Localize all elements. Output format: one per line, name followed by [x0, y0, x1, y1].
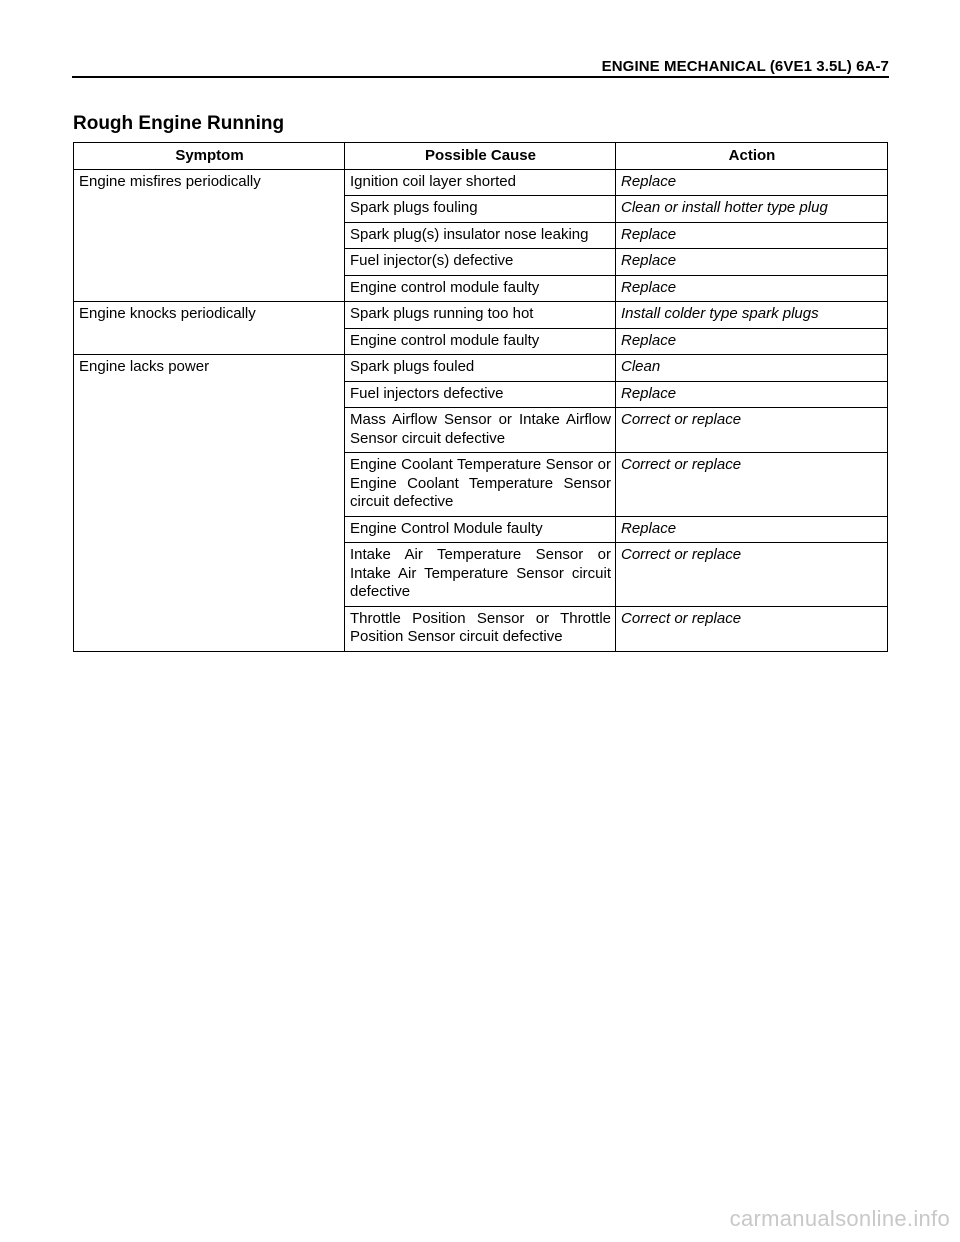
table-row: [74, 355, 888, 382]
column-header-cause: Possible Cause: [345, 143, 616, 170]
cause-cell: Ignition coil layer shorted: [345, 169, 616, 196]
action-cell: Replace: [616, 169, 888, 196]
cause-cell: Engine control module faulty: [345, 275, 616, 302]
action-cell: Correct or replace: [616, 408, 888, 453]
action-cell: Clean or install hotter type plug: [616, 196, 888, 223]
action-cell: Replace: [616, 275, 888, 302]
action-cell: Replace: [616, 328, 888, 355]
header-divider: [72, 76, 889, 78]
section-title: Rough Engine Running: [73, 113, 285, 134]
action-cell: Replace: [616, 222, 888, 249]
cause-cell: Spark plugs fouling: [345, 196, 616, 223]
table-row: [74, 302, 888, 329]
cause-cell: Spark plugs running too hot: [345, 302, 616, 329]
column-header-symptom: Symptom: [74, 143, 345, 170]
diagnosis-table: [73, 142, 888, 652]
action-cell: Replace: [616, 249, 888, 276]
cause-cell: Engine control module faulty: [345, 328, 616, 355]
symptom-cell: Engine misfires periodically: [74, 169, 345, 302]
cause-cell: Engine Coolant Temperature Sensor or Engine Coolant Temperature Sensor circuit defective: [345, 453, 616, 517]
action-cell: Correct or replace: [616, 453, 888, 517]
action-cell: Clean: [616, 355, 888, 382]
running-header: ENGINE MECHANICAL (6VE1 3.5L) 6A-7: [601, 58, 889, 75]
cause-cell: Intake Air Temperature Sensor or Intake Air Temperature Sensor circuit defective: [345, 543, 616, 607]
table-header-row: [74, 143, 888, 170]
action-cell: Correct or replace: [616, 543, 888, 607]
site-watermark: carmanualsonline.info: [729, 1206, 950, 1231]
cause-cell: Mass Airflow Sensor or Intake Airflow Sensor circuit defective: [345, 408, 616, 453]
cause-cell: Fuel injector(s) defective: [345, 249, 616, 276]
cause-cell: Spark plugs fouled: [345, 355, 616, 382]
cause-cell: Spark plug(s) insulator nose leaking: [345, 222, 616, 249]
action-cell: Replace: [616, 381, 888, 408]
action-cell: Install colder type spark plugs: [616, 302, 888, 329]
symptom-cell: Engine lacks power: [74, 355, 345, 652]
column-header-action: Action: [616, 143, 888, 170]
cause-cell: Throttle Position Sensor or Throttle Position Sensor circuit defective: [345, 606, 616, 651]
cause-cell: Fuel injectors defective: [345, 381, 616, 408]
table-row: [74, 169, 888, 196]
action-cell: Replace: [616, 516, 888, 543]
action-cell: Correct or replace: [616, 606, 888, 651]
cause-cell: Engine Control Module faulty: [345, 516, 616, 543]
symptom-cell: Engine knocks periodically: [74, 302, 345, 355]
